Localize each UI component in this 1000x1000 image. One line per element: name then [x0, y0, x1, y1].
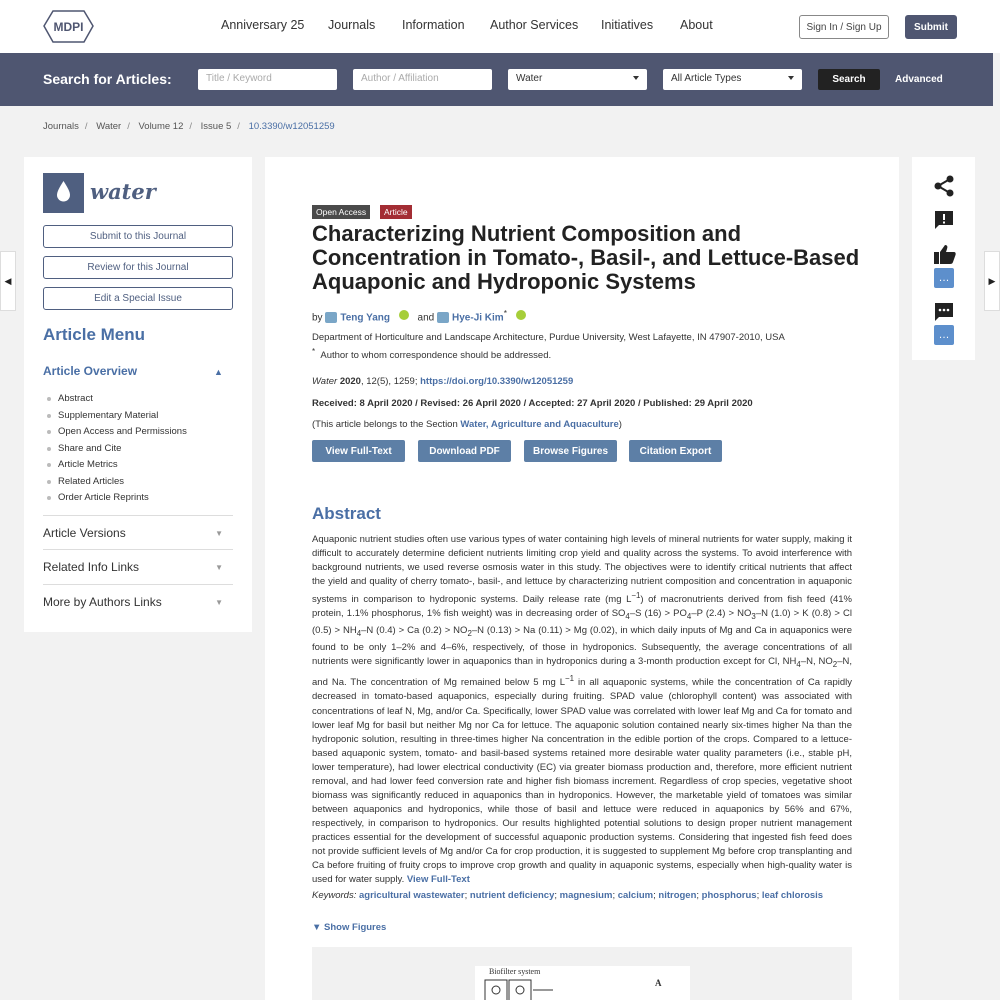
chevron-up-icon[interactable]: ▲	[214, 367, 223, 377]
arrow-left-icon: ◀	[4, 275, 12, 286]
article-overview-list	[58, 393, 187, 509]
abstract-part: –N (0.13) > Na (0.11) > Mg (0.02), in which daily inputs of Mg and Ca in aquaponics were found to be only 1–2% and 4–6%, respectively, of those in hydroponics. Subsequently, the average concentrations of all nutrients were significantly lower in aquaponics than in hydroponics during a 3-month production except for Cl, NH	[312, 625, 852, 668]
chevron-down-icon	[788, 76, 794, 80]
citation-export-button[interactable]: Citation Export	[629, 440, 722, 462]
orcid-icon[interactable]	[399, 310, 409, 320]
review-journal-button[interactable]: Review for this Journal	[43, 256, 233, 279]
superscript: −1	[631, 591, 641, 601]
cite-volume-issue: , 12(5), 1259;	[360, 376, 421, 387]
section-label: More by Authors Links	[43, 595, 162, 609]
overview-related[interactable]: Related Articles	[58, 476, 187, 493]
author-list	[312, 308, 532, 323]
journal-select-value: Water	[516, 73, 543, 84]
breadcrumb-separator: /	[84, 121, 88, 132]
nav-information[interactable]: Information	[402, 18, 465, 32]
article-type-value: All Article Types	[671, 73, 742, 84]
keyword-link[interactable]: agricultural wastewater	[359, 890, 465, 901]
search-label: Search for Articles:	[43, 71, 172, 87]
figure-label: A	[655, 978, 662, 988]
subscript: 4	[356, 629, 362, 639]
search-button[interactable]: Search	[818, 69, 880, 90]
nav-initiatives[interactable]: Initiatives	[601, 18, 654, 32]
prev-article-tab[interactable]	[0, 251, 16, 311]
overview-supplementary[interactable]: Supplementary Material	[58, 410, 187, 427]
breadcrumb-volume[interactable]: Volume 12	[138, 121, 184, 132]
correspondence-text: Author to whom correspondence should be addressed.	[320, 350, 552, 362]
article-overview-toggle[interactable]: Article Overview	[43, 364, 138, 378]
view-full-text-link[interactable]: View Full-Text	[406, 874, 470, 886]
article-title: Characterizing Nutrient Composition and Concentration in Tomato-, Basil-, and Lettuce-Based Aquaponic and Hydroponic Systems	[312, 221, 860, 294]
view-full-text-button[interactable]: View Full-Text	[312, 440, 405, 462]
breadcrumb-doi[interactable]: 10.3390/w12051259	[248, 121, 335, 132]
left-sidebar	[24, 157, 252, 632]
abstract-part: –P (2.4) > NO	[691, 608, 752, 620]
breadcrumb-separator: /	[237, 121, 240, 132]
overview-reprints[interactable]: Order Article Reprints	[58, 492, 187, 509]
author-profile-icon[interactable]	[437, 312, 449, 323]
section-label: Related Info Links	[43, 560, 140, 574]
keyword-link[interactable]: nitrogen	[658, 890, 697, 901]
nav-author-services[interactable]: Author Services	[490, 18, 579, 32]
subscript: 2	[832, 660, 838, 670]
more-comments-button[interactable]: …	[934, 325, 954, 345]
share-icon[interactable]	[933, 175, 955, 197]
subscript: 2	[467, 629, 472, 639]
by-label: by	[312, 312, 323, 324]
corresponding-mark: *	[503, 308, 507, 318]
author-teng-yang[interactable]: Teng Yang	[340, 312, 390, 324]
nav-journals[interactable]: Journals	[328, 18, 376, 32]
more-options-button[interactable]: …	[934, 268, 954, 288]
chevron-down-icon: ▼	[215, 598, 223, 607]
correspondence-note	[312, 347, 551, 361]
keyword-link[interactable]: leaf chlorosis	[761, 890, 824, 901]
journal-select[interactable]	[508, 69, 647, 90]
water-drop-icon	[43, 173, 84, 213]
show-figures-toggle[interactable]: ▼ Show Figures	[312, 922, 387, 933]
browse-figures-button[interactable]: Browse Figures	[524, 440, 617, 462]
keywords: Keywords: agricultural wastewater; nutrient deficiency; magnesium; calcium; nitrogen; phosphorus; leaf chlorosis	[312, 890, 824, 901]
section-label: Article Versions	[43, 526, 126, 540]
article-main	[265, 157, 899, 1000]
article-type-select[interactable]	[663, 69, 802, 90]
abstract-part: –N (1.0) > K (0.8) > Cl (0.5) > NH	[312, 608, 852, 637]
nav-about[interactable]: About	[680, 18, 713, 32]
superscript: −1	[565, 674, 575, 684]
and-label: and	[417, 312, 435, 324]
search-bar	[0, 53, 993, 106]
abstract-heading: Abstract	[312, 504, 381, 523]
figure-caption: Biofilter system	[489, 967, 541, 976]
abstract-part: –N, and Na. The concentration of Mg remained below 5 mg L	[312, 656, 852, 689]
subscript: 4	[796, 660, 801, 670]
top-navbar	[0, 0, 1000, 53]
svg-text:MDPI: MDPI	[53, 20, 84, 34]
keyword-link[interactable]: nutrient deficiency	[469, 890, 555, 901]
breadcrumb-journals[interactable]: Journals	[43, 121, 79, 132]
keyword-link[interactable]: phosphorus	[701, 890, 757, 901]
overview-open-access[interactable]: Open Access and Permissions	[58, 426, 187, 443]
breadcrumb-water[interactable]: Water	[96, 121, 122, 132]
open-access-badge: Open Access	[312, 205, 370, 219]
abstract-part: ) of macronutrients derived from fish feed (41% protein, 1.1% phosphorus, 1% fish weight) was in decreasing order of SO	[312, 594, 852, 620]
abstract-part: –N, NO	[800, 656, 833, 668]
sign-in-button[interactable]: Sign In / Sign Up	[799, 15, 889, 39]
abstract-part: –N (0.4) > Ca (0.2) > NO	[361, 625, 468, 637]
chevron-down-icon	[633, 76, 639, 80]
comment-icon[interactable]	[933, 301, 955, 323]
article-type-badge: Article	[380, 205, 412, 219]
feedback-icon[interactable]	[933, 209, 955, 231]
cite-year: 2020	[339, 376, 361, 387]
section-link[interactable]: Water, Agriculture and Aquaculture	[460, 419, 619, 430]
keyword-input[interactable]: Title / Keyword	[198, 69, 337, 90]
subscript: 3	[751, 612, 756, 622]
figure-preview	[312, 947, 852, 1000]
edit-special-issue-button[interactable]: Edit a Special Issue	[43, 287, 233, 310]
chevron-down-icon: ▼	[215, 529, 223, 538]
section-prefix: (This article belongs to the Section	[312, 419, 461, 430]
breadcrumb	[43, 121, 341, 132]
article-menu-title: Article Menu	[43, 325, 146, 344]
mdpi-logo[interactable]	[43, 10, 94, 43]
more-by-authors-section[interactable]	[43, 584, 233, 619]
right-toolbar	[912, 157, 975, 360]
advanced-search-link[interactable]: Advanced	[895, 74, 943, 85]
keyword-link[interactable]: magnesium	[559, 890, 613, 901]
biofilter-diagram	[483, 976, 563, 1000]
section-suffix: )	[618, 419, 622, 430]
figure-image[interactable]	[475, 966, 690, 1000]
submit-button[interactable]: Submit	[905, 15, 957, 39]
chevron-down-icon: ▼	[215, 563, 223, 572]
author-hye-ji-kim[interactable]: Hye-Ji Kim	[452, 312, 504, 324]
next-article-tab[interactable]	[984, 251, 1000, 311]
doi-link[interactable]: https://doi.org/10.3390/w12051259	[420, 376, 574, 387]
author-input[interactable]: Author / Affiliation	[353, 69, 492, 90]
subscript: 4	[686, 612, 692, 622]
breadcrumb-separator: /	[189, 121, 193, 132]
thumbs-up-icon[interactable]	[933, 243, 957, 265]
keyword-link[interactable]: calcium	[617, 890, 654, 901]
nav-anniversary[interactable]: Anniversary 25	[221, 18, 305, 32]
breadcrumb-issue[interactable]: Issue 5	[200, 121, 232, 132]
cite-journal: Water	[312, 376, 338, 387]
abstract-part: Aquaponic nutrient studies often use various types of water containing high levels of mineral nutrients for water supply, making it difficult to accurately determine deficient nutrients limiting crop yield and quality across the systems. To avoid interference with background nutrients, we used reverse osmosis water in this study. The objectives were to identify critical nutrients that affect the yield and quality of cherry tomato-, basil-, and lettuce by characterizing nutrient composition and concentration in aquaponic systems in comparison to hydroponic systems. Daily release rate (mg L	[312, 534, 852, 606]
related-info-section[interactable]	[43, 549, 233, 584]
section-note	[312, 419, 622, 430]
orcid-icon[interactable]	[516, 310, 526, 320]
overview-abstract[interactable]: Abstract	[58, 393, 187, 410]
download-pdf-button[interactable]: Download PDF	[418, 440, 511, 462]
submit-journal-button[interactable]: Submit to this Journal	[43, 225, 233, 248]
abstract-text	[312, 533, 852, 887]
abstract-part: in all aquaponic systems, while the concentration of Ca rapidly decreased in tomato-based aquaponics, especially during fruiting. SPAD value (chlorophyll content) was associated with concentrations of leaf N, Mg, and/or Ca. Specifically, lower SPAD value was correlated with lower leaf Mg and Ca for tomato and lower leaf Mg for basil but neither Mg nor Ca for lettuce. The aquaponic solution contained nearly six-times higher Na than the hydroponic solution, resulting in three-times higher Na concentration in the edible portion of the crops. Compared to a lettuce-based aquaponic system, tomato- and basil-based systems retained more desirable water quality parameters (i.e., stable pH, lower temperature), had lower electrical conductivity (EC) via greater biomass production and, therefore, more efficient nutrient removal, and had lower feed conversion rate and higher fish biomass increment. Regardless of crop species, vegetative shoot biomass was significantly reduced in aquaponics than in hydroponics. However, the marketable yield of tomatoes was similar between aquaponics and hydroponics, while those of basil and lettuce were reduced in aquaponics by 56% and 67%, respectively, in comparison to hydroponics. Our results highlighted potential solutions to design proper nutrient management practices essential for the development of successful aquaponic production systems. Considering that ingested fish feed does not provide sufficient levels of Mg and/or Ca for crop production, it is suggested to supplement Mg before crop transplanting and Ca before fruiting of fruity crops to improve crop growth and quality in aquaponic systems, especially when high-quality water is used for water supply.	[312, 677, 852, 886]
publication-dates: Received: 8 April 2020 / Revised: 26 April 2020 / Accepted: 27 April 2020 / Published: 29 April 2020	[312, 398, 753, 409]
breadcrumb-separator: /	[127, 121, 130, 132]
keywords-label: Keywords:	[312, 890, 357, 901]
journal-name[interactable]: water	[90, 179, 156, 204]
article-versions-section[interactable]	[43, 515, 233, 550]
affiliation: Department of Horticulture and Landscape Architecture, Purdue University, West Lafayette, IN 47907-2010, USA	[312, 332, 785, 343]
subscript: 4	[625, 612, 630, 622]
citation-line	[312, 376, 573, 387]
author-profile-icon[interactable]	[325, 312, 337, 323]
overview-share-cite[interactable]: Share and Cite	[58, 443, 187, 460]
arrow-right-icon: ▶	[988, 275, 996, 286]
overview-metrics[interactable]: Article Metrics	[58, 459, 187, 476]
journal-logo[interactable]	[43, 173, 84, 213]
abstract-part: –S (16) > PO	[629, 608, 687, 620]
corr-mark: *	[312, 347, 316, 356]
